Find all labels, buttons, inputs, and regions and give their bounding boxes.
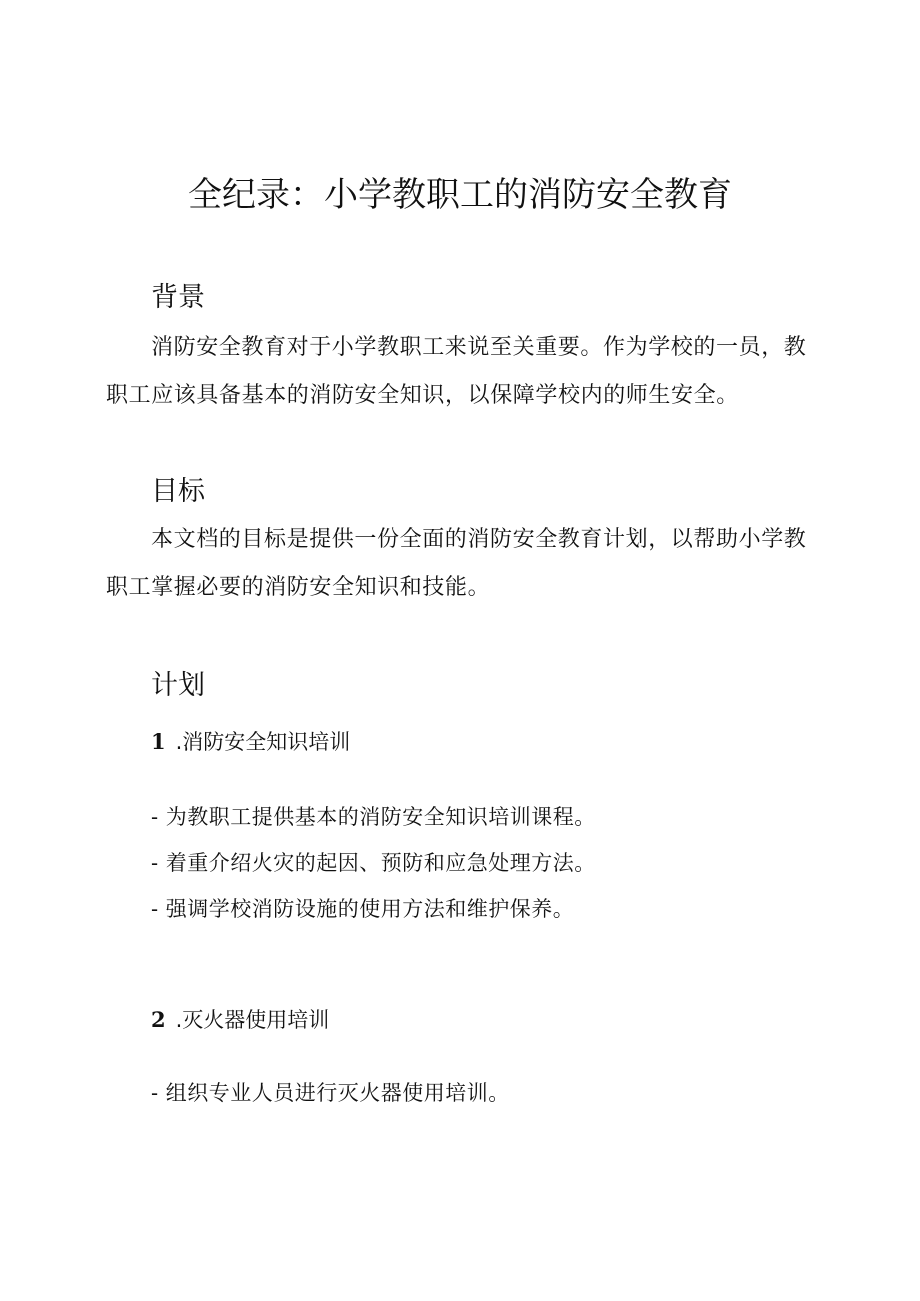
plan-item-1-title: .消防安全知识培训: [175, 730, 351, 754]
plan-item-2-heading: [151, 1004, 329, 1036]
plan-item-1-heading: [151, 726, 350, 758]
plan-item-2-number: 2: [151, 1007, 166, 1032]
list-item: - 组织专业人员进行灭火器使用培训。: [151, 1081, 510, 1105]
list-item: - 着重介绍火灾的起因、预防和应急处理方法。: [151, 851, 596, 875]
section-text-goal: 本文档的目标是提供一份全面的消防安全教育计划，以帮助小学教职工掌握必要的消防安全知识和技能。: [106, 527, 807, 600]
plan-item-2-bullets: [151, 1070, 510, 1116]
list-item: - 强调学校消防设施的使用方法和维护保养。: [151, 897, 575, 921]
plan-item-1-number: 1: [151, 729, 166, 754]
plan-item-2-title: .灭火器使用培训: [175, 1008, 330, 1032]
plan-item-1-bullets: [151, 794, 596, 932]
list-item: - 为教职工提供基本的消防安全知识培训课程。: [151, 805, 596, 829]
section-heading-background: 背景: [151, 282, 205, 313]
section-text-background: 消防安全教育对于小学教职工来说至关重要。作为学校的一员，教职工应该具备基本的消防安全知识，以保障学校内的师生安全。: [106, 335, 807, 408]
section-heading-plan: 计划: [151, 670, 205, 701]
page-title: 全纪录：小学教职工的消防安全教育: [188, 175, 732, 215]
section-heading-goal: 目标: [151, 476, 205, 507]
